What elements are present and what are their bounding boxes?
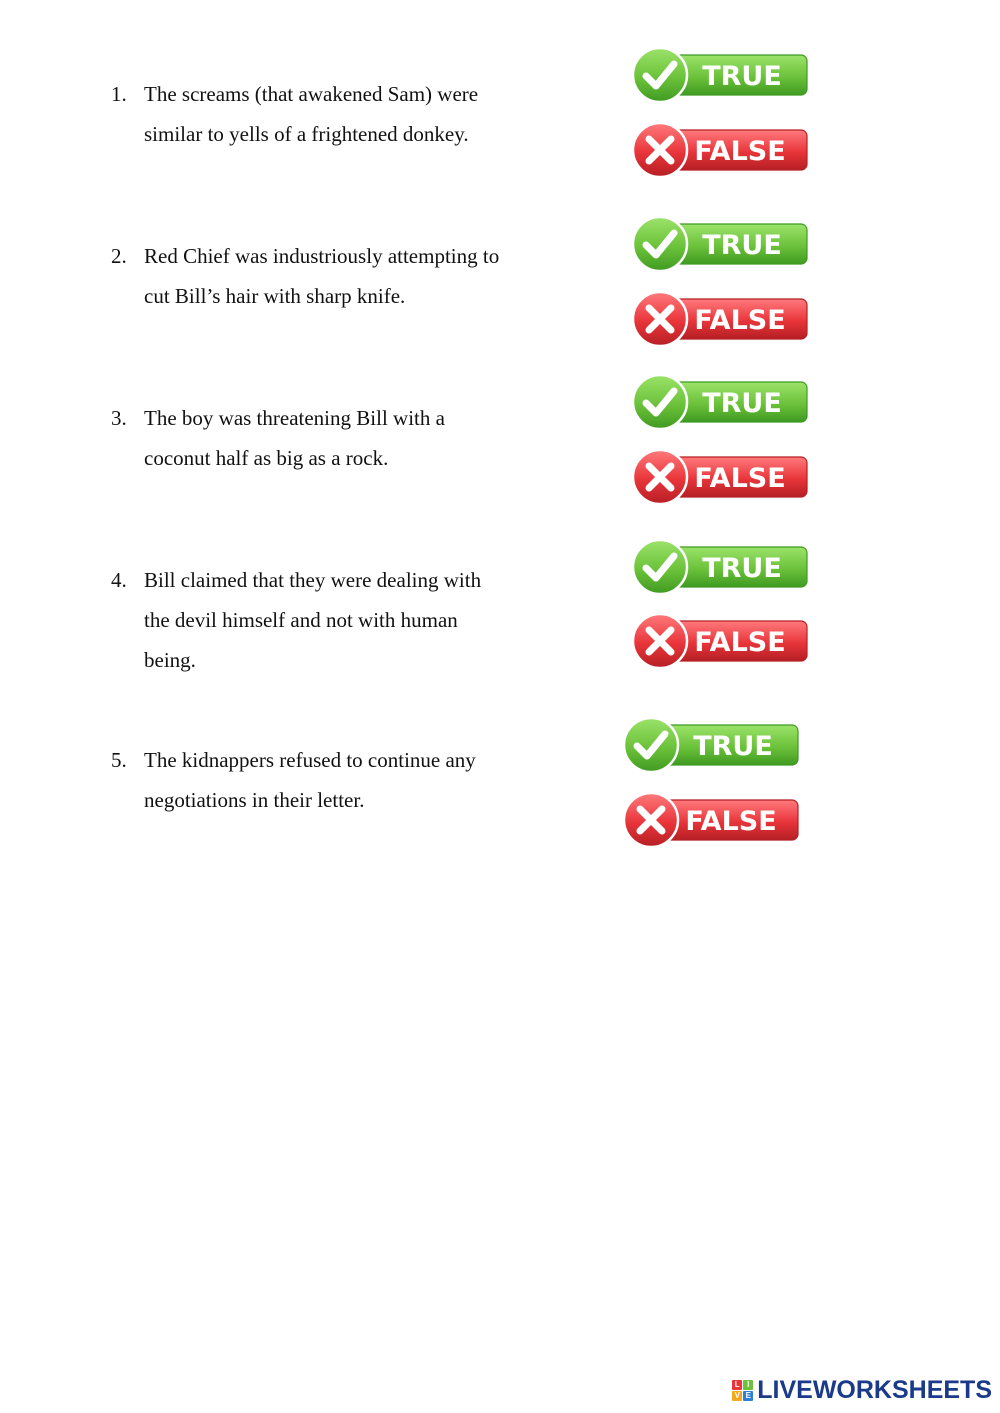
question-number: 1. — [111, 82, 127, 106]
question-text: Bill claimed that they were dealing with the devil himself and not with human being. — [144, 568, 482, 672]
badge-circle — [624, 718, 678, 772]
badge-circle — [633, 217, 687, 271]
logo-tile: L — [732, 1380, 742, 1390]
question-1 — [111, 74, 551, 154]
badge-circle — [633, 48, 687, 102]
false-label: FALSE — [694, 136, 786, 167]
true-label: TRUE — [702, 388, 782, 419]
false-button[interactable] — [632, 291, 810, 347]
true-button[interactable] — [632, 374, 810, 430]
logo-tile: V — [732, 1391, 742, 1401]
false-label: FALSE — [685, 806, 777, 837]
badge-circle — [633, 375, 687, 429]
question-number: 4. — [111, 568, 127, 592]
question-text: The screams (that awakened Sam) were similar to yells of a frightened donkey. — [144, 82, 479, 146]
brand-name: LIVEWORKSHEETS — [757, 1376, 992, 1404]
true-label: TRUE — [693, 731, 773, 762]
question-text: Red Chief was industriously attempting to cut Bill’s hair with sharp knife. — [144, 244, 500, 308]
question-2 — [111, 236, 551, 316]
question-4 — [111, 560, 551, 680]
true-button[interactable] — [632, 539, 810, 595]
question-text: The kidnappers refused to continue any negotiations in their letter. — [144, 748, 476, 812]
false-button[interactable] — [632, 449, 810, 505]
false-button[interactable] — [623, 792, 801, 848]
true-label: TRUE — [702, 230, 782, 261]
liveworksheets-logo-icon — [732, 1380, 753, 1401]
false-label: FALSE — [694, 305, 786, 336]
true-label: TRUE — [702, 553, 782, 584]
logo-tile: I — [743, 1380, 753, 1390]
question-number: 5. — [111, 748, 127, 772]
question-text: The boy was threatening Bill with a coconut half as big as a rock. — [144, 406, 445, 470]
false-label: FALSE — [694, 463, 786, 494]
true-button[interactable] — [632, 47, 810, 103]
question-number: 3. — [111, 406, 127, 430]
logo-tile: E — [743, 1391, 753, 1401]
true-button[interactable] — [623, 717, 801, 773]
true-button[interactable] — [632, 216, 810, 272]
false-button[interactable] — [632, 613, 810, 669]
badge-circle — [633, 540, 687, 594]
true-label: TRUE — [702, 61, 782, 92]
false-label: FALSE — [694, 627, 786, 658]
false-button[interactable] — [632, 122, 810, 178]
liveworksheets-brand — [732, 1376, 992, 1405]
question-number: 2. — [111, 244, 127, 268]
question-3 — [111, 398, 551, 478]
question-5 — [111, 740, 551, 820]
